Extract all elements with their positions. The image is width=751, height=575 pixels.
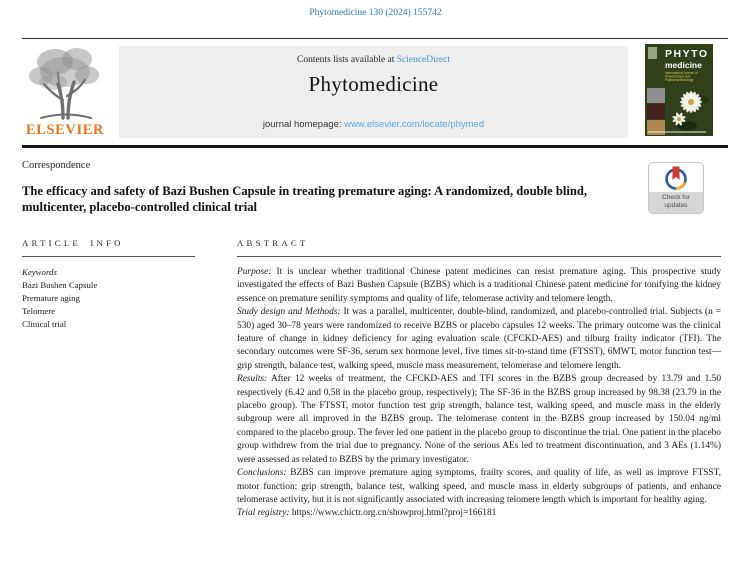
- abstract-purpose: Purpose: It is unclear whether traditional Chinese patent medicines can resist premature aging. This prospective study investigated the effects of Bazi Bushen Capsule (BZBS) which is a traditional Chinese patent medicine for tonifying the kidney essence on premature senility symptoms and quality of life, telomerase activity and telomere length.: [237, 267, 722, 304]
- keyword: Telomere: [22, 306, 56, 316]
- abstract-conclusions: Conclusions: BZBS can improve premature aging symptoms, frailty scores, and quality of life, as well as improve FTSST, motor function: grip strength, balance test, walking speed, and muscle mass in elderly subgroups of patients, and enhance telomerase activity, but it is not significantly associated with increasing telomere length which is important for healthy aging.: [237, 468, 722, 505]
- crossmark-icon: [663, 165, 689, 192]
- keywords-label: Keywords: [22, 267, 57, 277]
- contents-line: [119, 46, 628, 65]
- abstract-column: [237, 238, 721, 521]
- homepage-line: [119, 119, 628, 130]
- elsevier-tree-icon: [23, 42, 107, 120]
- cover-thumbnail-1: [647, 88, 665, 103]
- journal-title: Phytomedicine: [308, 72, 439, 96]
- cover-subtitle: International Journal of Phytotherapy and Phytopharmacology: [665, 71, 698, 82]
- cover-title-line1: PHYTO: [665, 48, 709, 60]
- abstract-trial-registry: Trial registry: https://www.chictr.org.cn/showproj.html?proj=166181: [237, 508, 497, 519]
- article-info-heading: ARTICLE INFO: [22, 238, 124, 248]
- homepage-link[interactable]: www.elsevier.com/locate/phymed: [344, 119, 485, 130]
- elsevier-logo: [22, 42, 108, 139]
- sciencedirect-link[interactable]: ScienceDirect: [396, 55, 450, 65]
- elsevier-wordmark: ELSEVIER: [25, 122, 105, 138]
- keyword: Clinical trial: [22, 319, 67, 329]
- abstract-heading: ABSTRACT: [237, 238, 309, 248]
- cover-flower-image: [667, 86, 713, 134]
- cover-footer-text: [648, 131, 706, 133]
- article-info-rule: [22, 256, 195, 257]
- journal-cover-thumbnail: [645, 44, 713, 136]
- homepage-label: journal homepage:: [262, 119, 342, 130]
- check-updates-badge[interactable]: [648, 162, 704, 214]
- abstract-rule: [237, 256, 721, 257]
- header-top-rule: [22, 38, 728, 39]
- journal-header-box: [119, 46, 628, 138]
- article-title: The efficacy and safety of Bazi Bushen Capsule in treating premature aging: A randomized, double blind, multicenter, placebo-controlled clinical trial: [22, 184, 588, 214]
- trial-registry-url[interactable]: https://www.chictr.org.cn/showproj.html?proj=166181: [291, 508, 497, 519]
- keyword: Premature aging: [22, 293, 80, 303]
- cover-title-line2: medicine: [665, 60, 702, 70]
- cover-stamp-icon: [648, 47, 657, 59]
- journal-citation-link[interactable]: Phytomedicine 130 (2024) 155742: [309, 8, 442, 18]
- abstract-results: Results: After 12 weeks of treatment, the CFCKD-AES and TFI scores in the BZBS group decreased by 13.79 and 1.50 respectively (6.42 and 0.58 in the placebo group, respectively); The SF-36 in the BZBS group increased by 98.38 (23.79 in the placebo group). The FTSST, motor function test grip strength, balance test, walking speed, and muscle mass in the elderly subgroup were all improved in the BZBS group. The telomerase content in the BZBS group increased by 150.04 ng/ml compared to the placebo group. The fever led one patient in the placebo group to discontinue the trial. One patient in the placebo group withdrew from the trial due to pregnancy. None of the serious AEs led to treatment discontinuation, and 3 AEs (1.14%) were assessed as related to BZBS by the primary investigator.: [237, 374, 722, 465]
- section-label: Correspondence: [22, 160, 91, 171]
- abstract-methods: Study design and Methods: It was a parallel, multicenter, double-blind, randomized, and placebo-controlled trial. Subjects (n = 530) aged 30–78 years were randomized to receive BZBS or placebo capsules 12 weeks. The primary outcome was the clinical feature of change in kidney deficiency for aging evaluation scale (CFCKD-AES) and tilburg frailty indicator (TFI). The secondary outcomes were SF-36, serum sex hormone level, five times sit-to-stand time (FTSST), 6MWT, motor function test—grip strength, balance test, walking speed, muscle mass measurement, telomerase and telomere length.: [237, 307, 721, 371]
- contents-text: Contents lists available at: [296, 55, 395, 65]
- keyword: Bazi Bushen Capsule: [22, 280, 98, 290]
- check-updates-label: Check for updates: [649, 192, 703, 213]
- cover-thumbnail-2: [647, 104, 665, 119]
- abstract-body: [237, 266, 721, 521]
- header-bottom-rule: [22, 145, 728, 148]
- article-info-column: [22, 238, 195, 331]
